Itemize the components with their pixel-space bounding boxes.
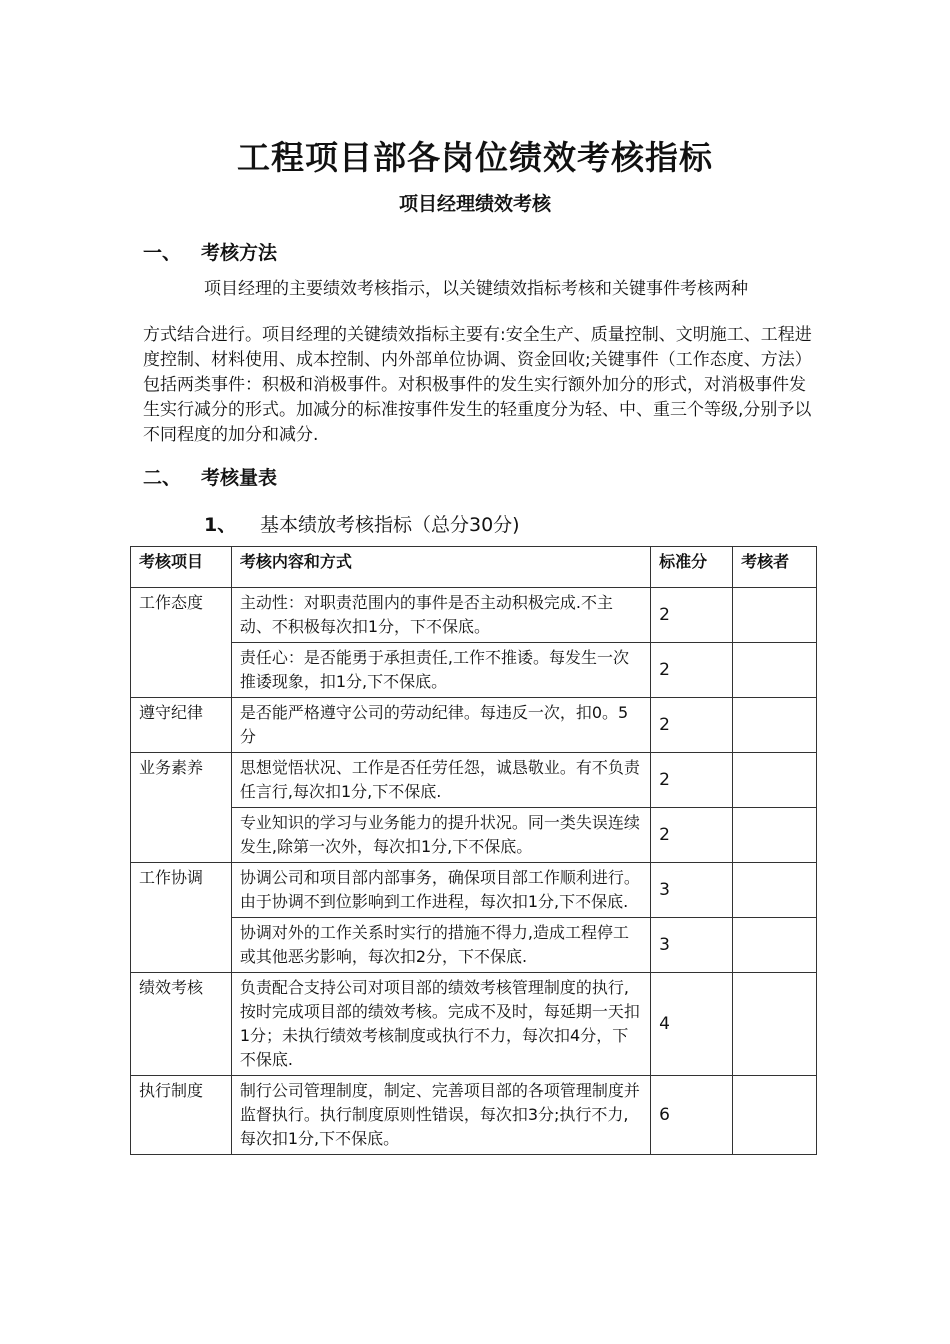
score-cell: 4 — [651, 973, 733, 1076]
subsection1-title: 基本绩放考核指标（总分30分) — [260, 514, 520, 536]
table-row — [131, 588, 817, 643]
assessor-cell — [733, 643, 817, 698]
table-row — [131, 973, 817, 1076]
assessor-cell — [733, 698, 817, 753]
section1-title: 考核方法 — [201, 242, 278, 264]
content-cell: 负责配合支持公司对项目部的绩效考核管理制度的执行,按时完成项目部的绩效考核。完成不及时，每延期一天扣1分；未执行绩效考核制度或执行不力，每次扣4分，下不保底. — [231, 973, 650, 1076]
item-cell: 业务素养 — [131, 753, 232, 863]
content-cell: 制行公司管理制度，制定、完善项目部的各项管理制度并监督执行。执行制度原则性错误，每次扣3分;执行不力,每次扣1分,下不保底。 — [231, 1076, 650, 1155]
score-cell: 6 — [651, 1076, 733, 1155]
table-row — [131, 698, 817, 753]
content-cell: 是否能严格遵守公司的劳动纪律。每违反一次，扣0。5分 — [231, 698, 650, 753]
header-content: 考核内容和方式 — [231, 547, 650, 588]
score-cell: 3 — [651, 863, 733, 918]
assessor-cell — [733, 808, 817, 863]
content-cell: 协调对外的工作关系时实行的措施不得力,造成工程停工或其他恶劣影响，每次扣2分，下不保底. — [231, 918, 650, 973]
content-cell: 主动性：对职责范围内的事件是否主动积极完成.不主动、不积极每次扣1分，下不保底。 — [231, 588, 650, 643]
item-cell: 工作态度 — [131, 588, 232, 698]
item-cell: 绩效考核 — [131, 973, 232, 1076]
header-item: 考核项目 — [131, 547, 232, 588]
content-cell: 协调公司和项目部内部事务，确保项目部工作顺利进行。由于协调不到位影响到工作进程，每次扣1分,下不保底. — [231, 863, 650, 918]
assessor-cell — [733, 753, 817, 808]
table-row — [131, 1076, 817, 1155]
subsection1-heading — [204, 510, 520, 537]
table-row — [131, 808, 817, 863]
assessor-cell — [733, 588, 817, 643]
score-cell: 2 — [651, 808, 733, 863]
item-cell: 遵守纪律 — [131, 698, 232, 753]
section1-paragraph-body: 方式结合进行。项目经理的关键绩效指标主要有:安全生产、质量控制、文明施工、工程进度控制、材料使用、成本控制、内外部单位协调、资金回收;关键事件（工作态度、方法）包括两类事件：积极和消极事件。对积极事件的发生实行额外加分的形式，对消极事件发生实行减分的形式。加减分的标准按事件发生的轻重度分为轻、中、重三个等级,分别予以不同程度的加分和减分. — [143, 325, 812, 445]
assessment-table — [130, 546, 817, 1155]
section2-number: 二、 — [143, 467, 182, 489]
document-title: 工程项目部各岗位绩效考核指标 — [237, 138, 713, 177]
document-subtitle: 项目经理绩效考核 — [398, 193, 551, 215]
content-cell: 责任心：是否能勇于承担责任,工作不推诿。每发生一次推诿现象，扣1分,下不保底。 — [231, 643, 650, 698]
content-cell: 专业知识的学习与业务能力的提升状况。同一类失误连续发生,除第一次外，每次扣1分,下不保底。 — [231, 808, 650, 863]
item-cell: 执行制度 — [131, 1076, 232, 1155]
table-row — [131, 643, 817, 698]
table-row — [131, 918, 817, 973]
subsection1-number: 1、 — [204, 514, 237, 536]
section1-number: 一、 — [143, 242, 182, 264]
score-cell: 3 — [651, 918, 733, 973]
header-score: 标准分 — [651, 547, 733, 588]
content-cell: 思想觉悟状况、工作是否任劳任怨，诚恳敬业。有不负责任言行,每次扣1分,下不保底. — [231, 753, 650, 808]
section1-paragraph-intro: 项目经理的主要绩效考核指示，以关键绩效指标考核和关键事件考核两种 — [204, 279, 748, 299]
section2-title: 考核量表 — [201, 467, 278, 489]
section1-heading — [143, 238, 277, 265]
header-assessor: 考核者 — [733, 547, 817, 588]
score-cell: 2 — [651, 753, 733, 808]
assessor-cell — [733, 1076, 817, 1155]
item-cell: 工作协调 — [131, 863, 232, 973]
section2-heading — [143, 463, 277, 490]
score-cell: 2 — [651, 588, 733, 643]
table-row — [131, 753, 817, 808]
assessor-cell — [733, 863, 817, 918]
score-cell: 2 — [651, 698, 733, 753]
table-header-row — [131, 547, 817, 588]
assessor-cell — [733, 973, 817, 1076]
table-row — [131, 863, 817, 918]
score-cell: 2 — [651, 643, 733, 698]
assessor-cell — [733, 918, 817, 973]
